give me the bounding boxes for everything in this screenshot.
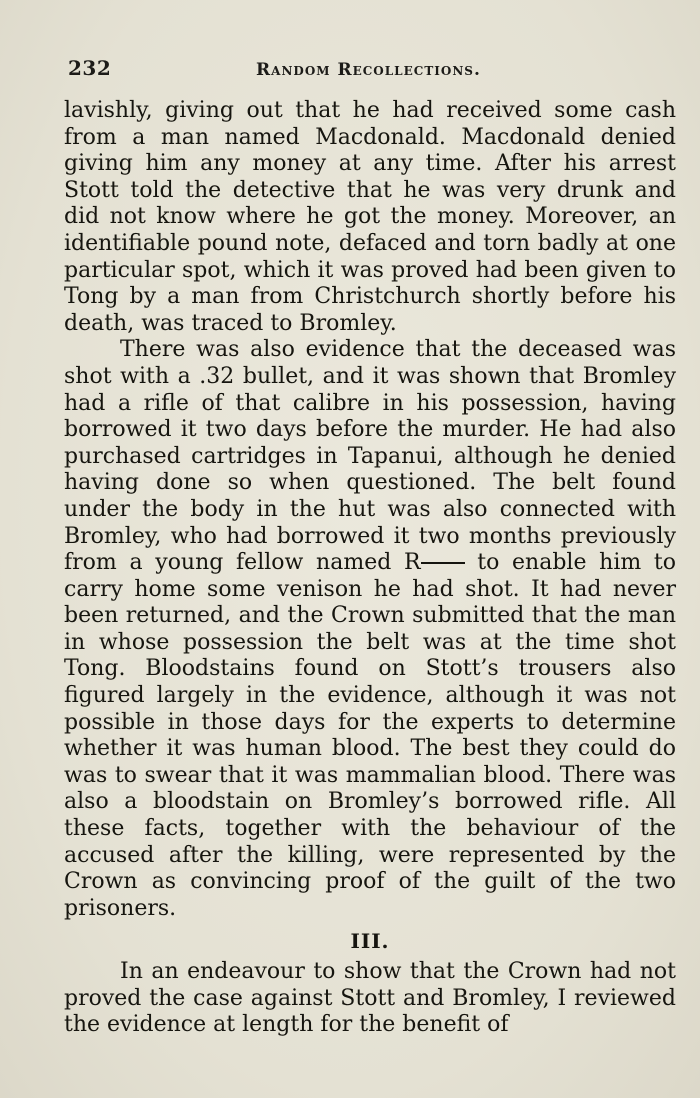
section-heading: III. [350,929,390,954]
paragraph-review: In an endeavour to show that the Crown had not proved the case against Stott and Bromley, I reviewed the evidence at length for the benefit of [64,959,676,1038]
body-text [64,98,676,1039]
name-dash [421,562,465,564]
page-header [68,52,678,86]
paragraph-evidence-text-start: There was also evidence that the deceased was shot with a .32 bullet, and it was shown that Bromley had a rifle of that calibre in his possession, having borrowed it two days before the murder. He had also purchased cartridges in Tapanui, although he denied having done so when questioned. The belt found under the body in the hut was also connected with Bromley, who had borrowed it two months previously from a young fellow named R [64,337,676,576]
running-head: Random Recollections. [256,60,481,80]
page-number: 232 [68,56,112,80]
paragraph-continuation: lavishly, giving out that he had received some cash from a man named Macdonald. Macdonald denied giving him any money at any time. After his arrest Stott told the detective that he was very drunk and did not know where he got the money. Moreover, an identifiable pound note, defaced and torn badly at one particular spot, which it was proved had been given to Tong by a man from Christchurch shortly before his death, was traced to Bromley. [64,98,676,336]
paragraph-evidence [64,337,676,922]
paragraph-evidence-text-end: to enable him to carry home some venison he had shot. It had never been returned, and the Crown submitted that the man in whose possession the belt was at the time shot Tong. Bloodstains found on Stott’s trousers also figured largely in the evidence, although it was not possible in those days for the experts to determine whether it was human blood. The best they could do was to swear that it was mammalian blood. There was also a bloodstain on Bromley’s borrowed rifle. All these facts, together with the behaviour of the accused after the killing, were represented by the Crown as convincing proof of the guilt of the two prisoners. [64,550,677,921]
